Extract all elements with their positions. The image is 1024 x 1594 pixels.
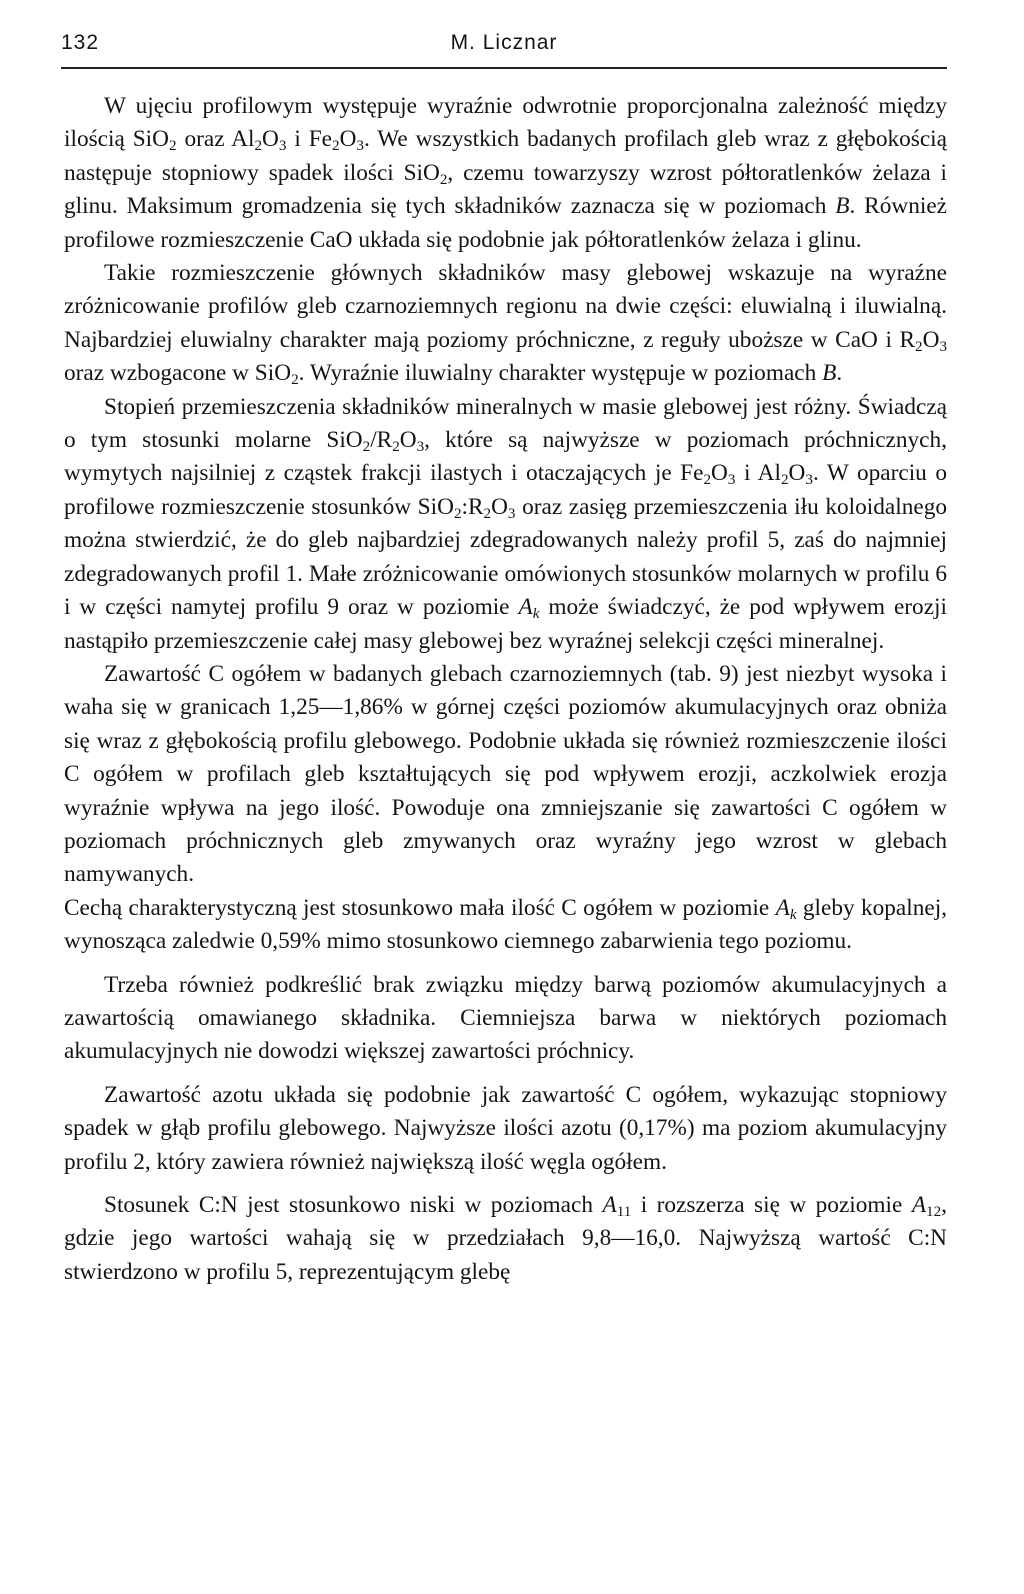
text-run: . W oparciu o profilowe rozmieszczenie stosunków SiO [64,460,947,520]
running-head: M. Licznar [450,31,558,54]
subscript: 2 [332,138,340,155]
italic-symbol: B [822,360,837,387]
subscript: 11 [616,1203,632,1220]
subscript: 2 [291,372,299,389]
italic-symbol: A [775,894,790,921]
subscript: 3 [416,438,425,455]
text-run: oraz zasięg przemieszczenia iłu koloidalnego można stwierdzić, że do gleb najbardziej zdegradowanych należy profil 5, zaś do najmniej zdegradowanych profil 1. Małe zróżnicowanie omówionych stosunków molarnych w profilu 6 i w części namytej profilu 9 oraz w poziomie [64,493,948,621]
subscript: 3 [805,472,813,489]
text-run: . [836,360,843,387]
body-text [64,90,947,1289]
page-header [61,31,947,69]
paragraph [64,391,947,658]
subscript: 2 [453,505,462,522]
italic-symbol: A [602,1192,617,1218]
text-run: oraz wzbogacone w SiO [64,360,292,387]
text-run: , czemu towarzyszy wzrost półtoratlenków żelaza i glinu. Maksimum gromadzenia się tych składników zaznacza się w poziomach [64,159,947,220]
subscript: 2 [483,505,492,522]
text-run: Takie rozmieszczenie głównych składników masy glebowej wskazuje na wyraźne zróżnicowanie profilów gleb czarnoziemnych regionu na dwie części: eluwialną i iluwialną. Najbardziej eluwialny charakter mają poziomy próchniczne, z reguły uboższe w CaO i R [64,260,947,353]
subscript: 3 [507,505,516,522]
subscript: 2 [780,472,789,489]
subscript: 3 [278,138,287,155]
text-run: O [491,493,508,520]
subscript: 2 [703,472,712,489]
subscript: 2 [915,338,923,355]
paragraph [64,1189,947,1289]
subscript: 3 [356,138,364,155]
text-run: Trzeba również podkreślić brak związku między barwą poziomów akumulacyjnych a zawartością omawianego składnika. Ciemniejsza barwa w niektórych poziomach akumulacyjnych nie dowodzi większej zawartości próchnicy. [64,971,947,1065]
paragraph [64,658,947,892]
subscript: 2 [392,438,400,455]
text-run: O [399,427,417,454]
subscript: 3 [939,338,947,355]
text-run: , gdzie jego wartości wahają się w przedziałach 9,8—16,0. Najwyższą wartość C:N stwierdzono w profilu 5, reprezentującym glebę [64,1192,947,1285]
subscript: 2 [362,438,371,455]
italic-symbol: A [911,1192,927,1218]
subscript: 12 [926,1203,942,1220]
text-run: gleby kopalnej, wynosząca zaledwie 0,59% mimo stosunkowo ciemnego zabarwienia tego poziomu. [64,894,947,955]
italic-symbol: B [835,193,850,220]
text-run: i rozszerza się w poziomie [631,1192,912,1218]
italic-symbol: A [518,594,533,621]
subscript: k [532,605,540,622]
subscript: 3 [727,472,736,489]
text-run: Stopień przemieszczenia składników mineralnych w masie glebowej jest różny. Świadczą o tym stosunki molarne SiO [64,393,947,454]
page-number: 132 [61,31,100,54]
text-run: . We wszystkich badanych profilach gleb wraz z głębokością następuje stopniowy spadek ilości SiO [64,126,947,186]
text-run: :R [461,493,484,520]
paragraph [64,257,947,391]
text-run: , które są najwyższe w poziomach próchnicznych, wymytych najsilniej z cząstek frakcji ilastych i otaczających je Fe [64,427,947,487]
text-run: O [262,126,279,153]
text-run: i Fe [286,126,333,153]
text-run: Stosunek C:N jest stosunkowo niski w poziomach [104,1192,603,1218]
text-run: . Również profilowe rozmieszczenie CaO układa się podobnie jak półtoratlenków żelaza i glinu. [64,193,947,253]
text-run: O [922,326,940,353]
text-run: Cechą charakterystyczną jest stosunkowo mała ilość C ogółem w poziomie [64,894,776,921]
subscript: 2 [254,138,263,155]
text-run: /R [370,427,393,454]
subscript: 2 [439,171,448,188]
text-run: i Al [735,460,781,487]
paragraph [64,90,947,257]
paragraph [64,969,947,1069]
text-run: O [788,460,806,487]
subscript: 2 [168,138,177,155]
paragraph [64,1079,947,1179]
text-run: oraz Al [176,126,255,153]
text-run: O [711,460,728,487]
text-run: może świadczyć, że pod wpływem erozji nastąpiło przemieszczenie całej masy glebowej bez wyraźnej selekcji części mineralnej. [64,594,947,654]
text-run: W ujęciu profilowym występuje wyraźnie odwrotnie proporcjonalna zależność między ilością SiO [64,93,947,153]
text-run: Zawartość C ogółem w badanych glebach czarnoziemnych (tab. 9) jest niezbyt wysoka i waha się w granicach 1,25—1,86% w górnej części poziomów akumulacyjnych oraz obniża się wraz z głębokością profilu glebowego. Podobnie układa się również rozmieszczenie ilości C ogółem w profilach gleb kształtujących się pod wpływem erozji, aczkolwiek erozja wyraźnie wpływa na jego ilość. Powoduje ona zmniejszanie się zawartości C ogółem w poziomach próchnicznych gleb zmywanych oraz wyraźny jego wzrost w glebach namywanych. [64,660,947,888]
subscript: k [789,906,797,923]
text-run: O [339,126,357,153]
paragraph [64,892,947,959]
text-run: . Wyraźnie iluwialny charakter występuje w poziomach [298,360,823,387]
text-run: Zawartość azotu układa się podobnie jak zawartość C ogółem, wykazując stopniowy spadek w głąb profilu glebowego. Najwyższe ilości azotu (0,17%) ma poziom akumulacyjny profilu 2, który zawiera również największą ilość węgla ogółem. [64,1081,947,1175]
